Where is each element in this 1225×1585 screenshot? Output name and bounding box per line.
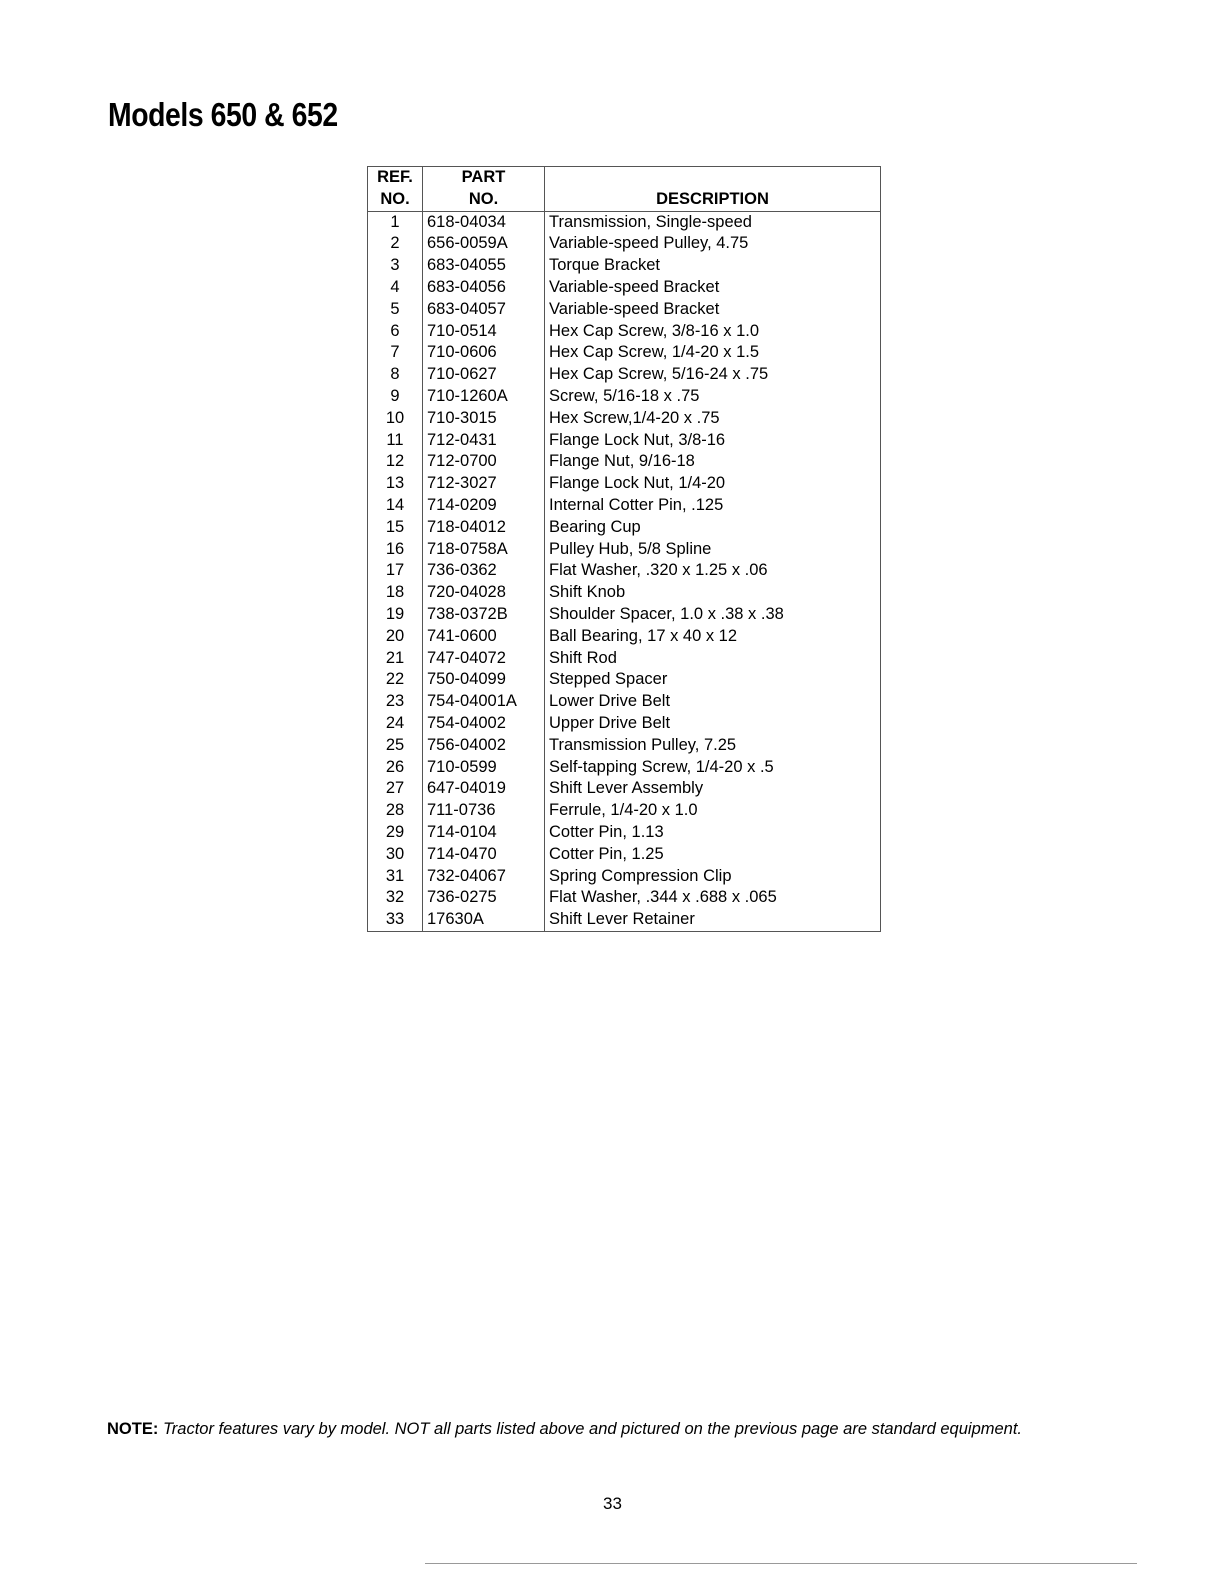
table-row [368,887,881,909]
ref-no-cell: 4 [368,277,423,299]
ref-no-cell: 14 [368,495,423,517]
table-row [368,408,881,430]
table-row [368,430,881,452]
table-row [368,800,881,822]
description-cell: Bearing Cup [545,517,881,539]
part-no-cell: 738-0372B [423,604,545,626]
ref-no-cell: 20 [368,626,423,648]
ref-no-cell: 17 [368,560,423,582]
part-no-cell: 710-1260A [423,386,545,408]
part-no-cell: 683-04055 [423,255,545,277]
description-cell: Shift Lever Assembly [545,778,881,800]
table-row [368,669,881,691]
part-no-cell: 712-3027 [423,473,545,495]
part-no-cell: 656-0059A [423,233,545,255]
table-row [368,277,881,299]
ref-no-cell: 1 [368,211,423,233]
ref-no-cell: 24 [368,713,423,735]
part-no-cell: 718-04012 [423,517,545,539]
parts-table-body [368,211,881,931]
part-no-cell: 17630A [423,909,545,931]
description-cell: Flange Lock Nut, 1/4-20 [545,473,881,495]
description-cell: Hex Screw,1/4-20 x .75 [545,408,881,430]
note-text: Tractor features vary by model. NOT all parts listed above and pictured on the previous page are standard equipment. [162,1420,1023,1438]
ref-no-cell: 27 [368,778,423,800]
table-row [368,233,881,255]
table-row [368,866,881,888]
description-cell: Flat Washer, .344 x .688 x .065 [545,887,881,909]
part-no-cell: 754-04001A [423,691,545,713]
description-cell: Hex Cap Screw, 3/8-16 x 1.0 [545,321,881,343]
page-number: 33 [603,1494,622,1513]
part-no-cell: 756-04002 [423,735,545,757]
part-no-cell: 710-0599 [423,757,545,779]
footnote [107,1420,1022,1439]
part-no-cell: 683-04056 [423,277,545,299]
description-cell: Cotter Pin, 1.13 [545,822,881,844]
ref-no-cell: 12 [368,451,423,473]
bottom-divider [425,1563,1137,1564]
ref-header-line2: NO. [380,189,410,208]
part-no-cell: 754-04002 [423,713,545,735]
part-no-cell: 618-04034 [423,211,545,233]
ref-no-cell: 25 [368,735,423,757]
table-row [368,909,881,931]
table-row [368,691,881,713]
part-no-cell: 683-04057 [423,299,545,321]
note-label: NOTE: [107,1420,159,1438]
table-row [368,539,881,561]
table-row [368,778,881,800]
ref-no-cell: 11 [368,430,423,452]
description-cell: Screw, 5/16-18 x .75 [545,386,881,408]
table-row [368,211,881,233]
ref-no-cell: 26 [368,757,423,779]
part-no-cell: 736-0362 [423,560,545,582]
part-no-cell: 736-0275 [423,887,545,909]
ref-no-cell: 3 [368,255,423,277]
header-row [368,167,881,212]
part-no-cell: 712-0431 [423,430,545,452]
description-cell: Shoulder Spacer, 1.0 x .38 x .38 [545,604,881,626]
part-no-cell: 710-0514 [423,321,545,343]
table-row [368,255,881,277]
ref-no-cell: 15 [368,517,423,539]
description-cell: Ferrule, 1/4-20 x 1.0 [545,800,881,822]
ref-no-cell: 29 [368,822,423,844]
part-no-cell: 710-0606 [423,342,545,364]
ref-no-cell: 6 [368,321,423,343]
table-row [368,626,881,648]
description-cell: Variable-speed Bracket [545,277,881,299]
ref-no-cell: 31 [368,866,423,888]
part-no-cell: 732-04067 [423,866,545,888]
ref-no-cell: 23 [368,691,423,713]
part-no-cell: 714-0209 [423,495,545,517]
ref-no-header [368,167,423,212]
table-row [368,844,881,866]
parts-table [367,166,881,932]
ref-no-cell: 33 [368,909,423,931]
ref-no-cell: 18 [368,582,423,604]
part-header-line2: NO. [468,189,499,208]
part-no-cell: 647-04019 [423,778,545,800]
table-row [368,713,881,735]
description-header: DESCRIPTION [545,167,881,212]
table-row [368,648,881,670]
description-cell: Spring Compression Clip [545,866,881,888]
part-no-cell: 750-04099 [423,669,545,691]
ref-no-cell: 13 [368,473,423,495]
table-row [368,473,881,495]
table-row [368,560,881,582]
ref-no-cell: 30 [368,844,423,866]
part-no-cell: 714-0470 [423,844,545,866]
table-row [368,517,881,539]
description-cell: Variable-speed Pulley, 4.75 [545,233,881,255]
description-cell: Cotter Pin, 1.25 [545,844,881,866]
description-cell: Shift Knob [545,582,881,604]
ref-no-cell: 8 [368,364,423,386]
part-no-cell: 747-04072 [423,648,545,670]
ref-no-cell: 2 [368,233,423,255]
description-cell: Self-tapping Screw, 1/4-20 x .5 [545,757,881,779]
ref-no-cell: 19 [368,604,423,626]
description-cell: Hex Cap Screw, 1/4-20 x 1.5 [545,342,881,364]
table-row [368,364,881,386]
ref-header-line1: REF. [377,168,413,186]
description-cell: Shift Lever Retainer [545,909,881,931]
part-no-cell: 710-0627 [423,364,545,386]
part-no-header [423,167,545,212]
part-no-cell: 714-0104 [423,822,545,844]
table-row [368,735,881,757]
part-no-cell: 741-0600 [423,626,545,648]
part-no-cell: 710-3015 [423,408,545,430]
table-row [368,451,881,473]
description-cell: Pulley Hub, 5/8 Spline [545,539,881,561]
table-row [368,582,881,604]
ref-no-cell: 16 [368,539,423,561]
table-row [368,757,881,779]
part-no-cell: 712-0700 [423,451,545,473]
description-cell: Flange Lock Nut, 3/8-16 [545,430,881,452]
part-no-cell: 720-04028 [423,582,545,604]
ref-no-cell: 28 [368,800,423,822]
ref-no-cell: 7 [368,342,423,364]
table-row [368,342,881,364]
table-row [368,495,881,517]
ref-no-cell: 9 [368,386,423,408]
description-cell: Variable-speed Bracket [545,299,881,321]
part-no-cell: 711-0736 [423,800,545,822]
description-cell: Transmission, Single-speed [545,211,881,233]
description-cell: Upper Drive Belt [545,713,881,735]
description-cell: Flat Washer, .320 x 1.25 x .06 [545,560,881,582]
ref-no-cell: 5 [368,299,423,321]
page-title: Models 650 & 652 [108,96,338,133]
part-no-cell: 718-0758A [423,539,545,561]
description-cell: Shift Rod [545,648,881,670]
table-row [368,299,881,321]
description-cell: Flange Nut, 9/16-18 [545,451,881,473]
ref-no-cell: 22 [368,669,423,691]
description-cell: Stepped Spacer [545,669,881,691]
table-row [368,604,881,626]
description-cell: Transmission Pulley, 7.25 [545,735,881,757]
description-cell: Internal Cotter Pin, .125 [545,495,881,517]
table-row [368,386,881,408]
table-row [368,321,881,343]
parts-table-header [368,167,881,212]
description-cell: Lower Drive Belt [545,691,881,713]
ref-no-cell: 32 [368,887,423,909]
ref-no-cell: 10 [368,408,423,430]
table-row [368,822,881,844]
description-cell: Ball Bearing, 17 x 40 x 12 [545,626,881,648]
part-header-line1: PART [461,168,506,186]
description-cell: Torque Bracket [545,255,881,277]
description-cell: Hex Cap Screw, 5/16-24 x .75 [545,364,881,386]
ref-no-cell: 21 [368,648,423,670]
